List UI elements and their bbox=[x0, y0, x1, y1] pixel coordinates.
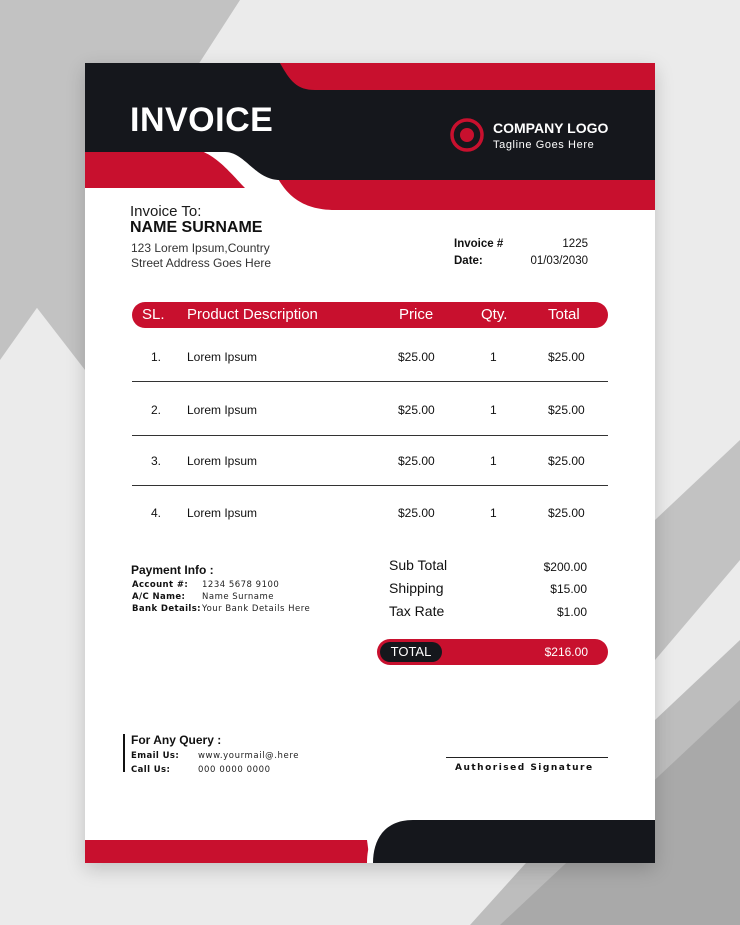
invoice-number-label: Invoice # bbox=[454, 238, 504, 250]
bill-to-address-line2: Street Address Goes Here bbox=[131, 256, 272, 270]
table-row bbox=[132, 506, 608, 558]
row-description: Lorem Ipsum bbox=[187, 403, 258, 417]
row-description: Lorem Ipsum bbox=[187, 350, 258, 364]
email-label: Email Us: bbox=[131, 751, 180, 761]
account-number-value: 1234 5678 9100 bbox=[202, 580, 280, 590]
total-label: TOTAL bbox=[380, 642, 442, 662]
subtotal-label: Sub Total bbox=[389, 557, 448, 573]
signature-label: Authorised Signature bbox=[455, 763, 594, 773]
header-qty: Qty. bbox=[481, 306, 508, 323]
invoice-document bbox=[85, 63, 655, 863]
subtotal-value: $200.00 bbox=[543, 560, 587, 574]
signature-line bbox=[446, 757, 608, 758]
bank-details-label: Bank Details: bbox=[132, 604, 201, 614]
phone-label: Call Us: bbox=[131, 765, 171, 775]
row-sl: 3. bbox=[151, 454, 162, 468]
table-header bbox=[132, 302, 608, 328]
bank-details-value: Your Bank Details Here bbox=[202, 604, 311, 614]
bill-to-name: NAME SURNAME bbox=[130, 219, 263, 236]
date-value: 01/03/2030 bbox=[530, 255, 588, 267]
total-bar bbox=[377, 639, 608, 665]
row-total: $25.00 bbox=[548, 403, 585, 417]
header-sl: SL. bbox=[142, 306, 165, 323]
row-sl: 2. bbox=[151, 403, 162, 417]
row-price: $25.00 bbox=[398, 403, 435, 417]
row-price: $25.00 bbox=[398, 454, 435, 468]
table-row bbox=[132, 350, 608, 402]
bill-to-address-line1: 123 Lorem Ipsum,Country bbox=[131, 241, 270, 255]
bill-to-label: Invoice To: bbox=[130, 203, 202, 220]
header-price: Price bbox=[399, 306, 434, 323]
shipping-value: $15.00 bbox=[550, 582, 587, 596]
table-row bbox=[132, 454, 608, 506]
row-divider bbox=[132, 435, 608, 436]
invoice-title: INVOICE bbox=[130, 101, 274, 139]
query-title: For Any Query : bbox=[131, 733, 222, 747]
header-description: Product Description bbox=[187, 306, 318, 323]
row-divider bbox=[132, 485, 608, 486]
payment-info-title: Payment Info : bbox=[131, 563, 214, 577]
row-description: Lorem Ipsum bbox=[187, 454, 258, 468]
shipping-label: Shipping bbox=[389, 580, 444, 596]
company-logo-text: COMPANY LOGO bbox=[493, 120, 609, 136]
row-qty: 1 bbox=[490, 506, 497, 520]
account-name-label: A/C Name: bbox=[132, 592, 186, 602]
row-price: $25.00 bbox=[398, 350, 435, 364]
row-qty: 1 bbox=[490, 350, 497, 364]
email-value: www.yourmail@.here bbox=[198, 751, 300, 761]
invoice-number-value: 1225 bbox=[562, 238, 588, 250]
row-qty: 1 bbox=[490, 403, 497, 417]
date-label: Date: bbox=[454, 255, 483, 267]
query-accent-bar bbox=[123, 734, 125, 772]
row-total: $25.00 bbox=[548, 506, 585, 520]
company-tagline: Tagline Goes Here bbox=[493, 139, 595, 151]
row-qty: 1 bbox=[490, 454, 497, 468]
target-circle-icon bbox=[449, 117, 485, 153]
row-total: $25.00 bbox=[548, 350, 585, 364]
account-number-label: Account #: bbox=[132, 580, 189, 590]
tax-rate-value: $1.00 bbox=[556, 605, 587, 619]
row-total: $25.00 bbox=[548, 454, 585, 468]
row-description: Lorem Ipsum bbox=[187, 506, 258, 520]
header-total: Total bbox=[548, 306, 580, 323]
row-sl: 4. bbox=[151, 506, 162, 520]
account-name-value: Name Surname bbox=[202, 592, 275, 602]
row-sl: 1. bbox=[151, 350, 162, 364]
row-price: $25.00 bbox=[398, 506, 435, 520]
total-value: $216.00 bbox=[544, 645, 588, 659]
row-divider bbox=[132, 381, 608, 382]
tax-rate-label: Tax Rate bbox=[389, 603, 445, 619]
phone-value: 000 0000 0000 bbox=[198, 765, 271, 775]
table-row bbox=[132, 403, 608, 455]
